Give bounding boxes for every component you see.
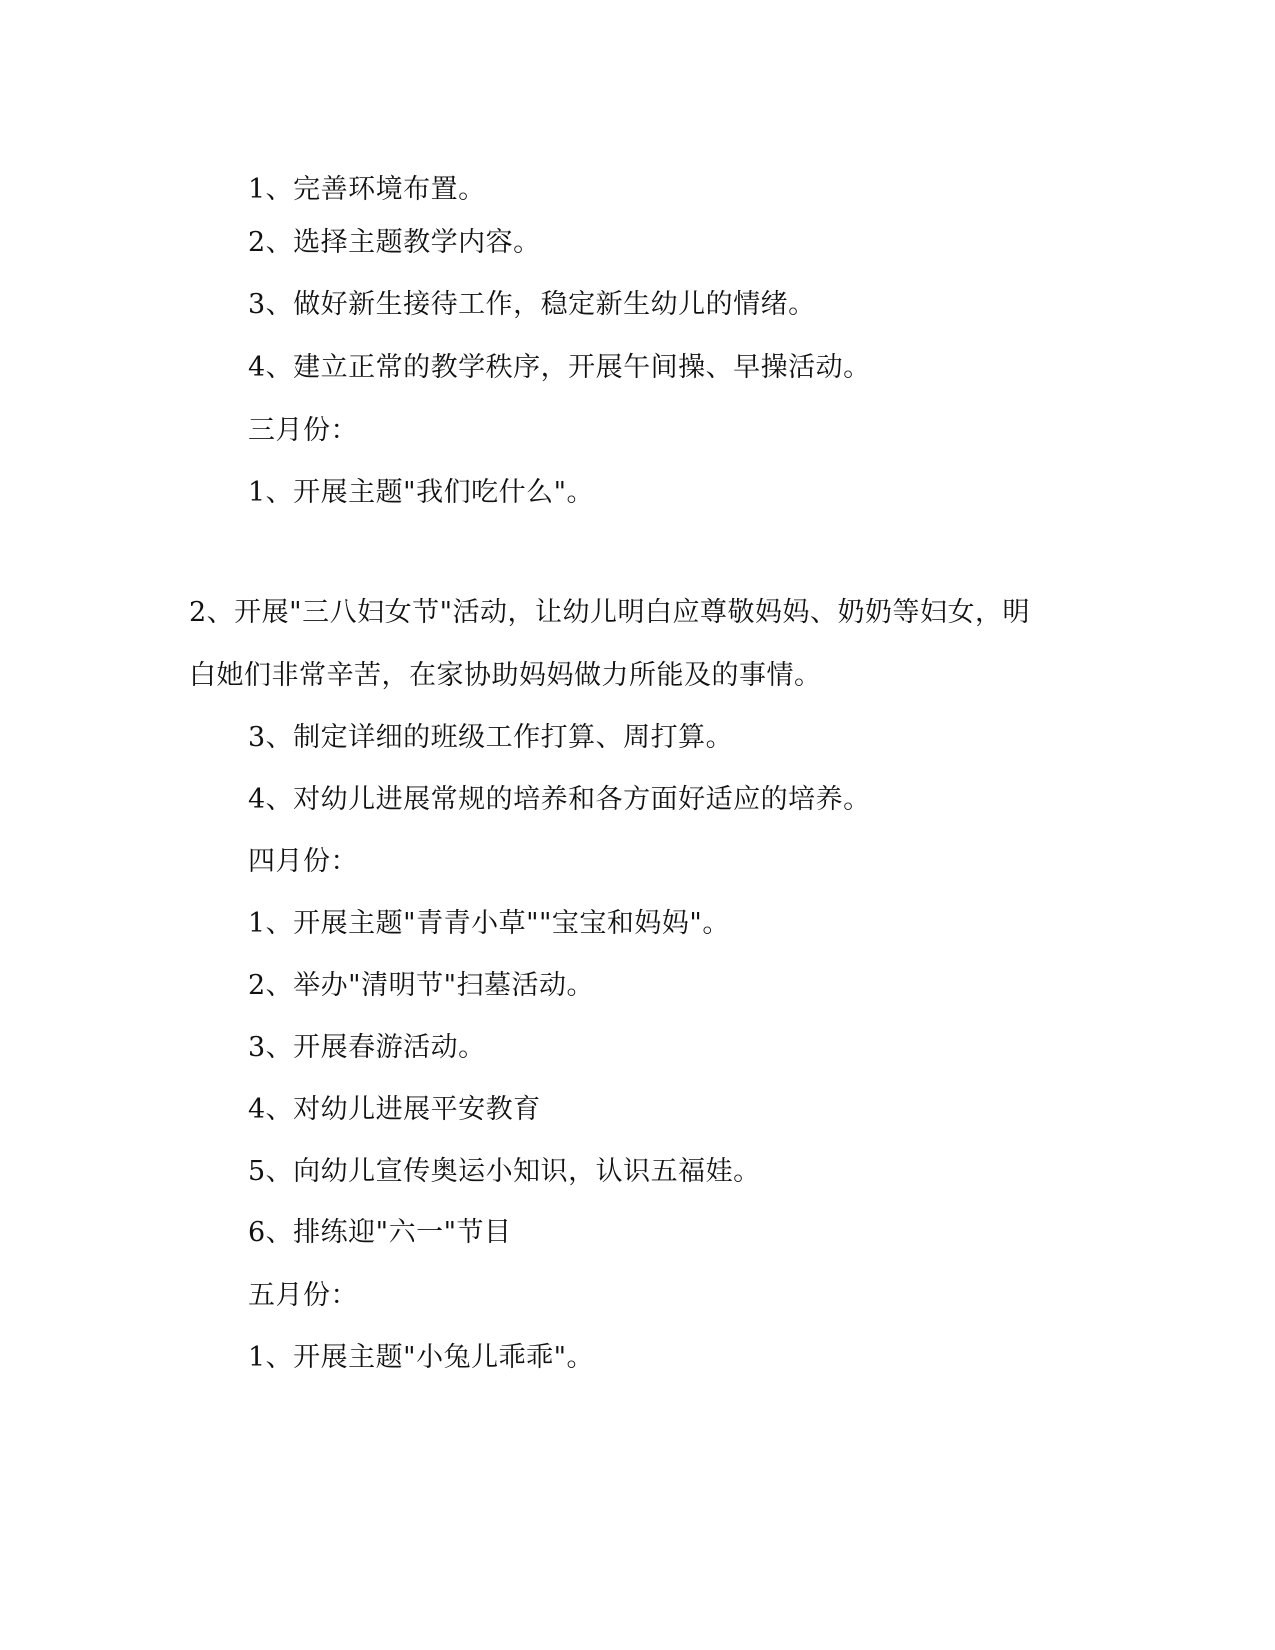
section-heading: 三月份：	[248, 415, 358, 446]
text-line: 1、开展主题"我们吃什么"。	[248, 477, 595, 508]
text-line: 2、举办"清明节"扫墓活动。	[248, 970, 595, 1001]
text-line: 4、对幼儿进展平安教育	[248, 1094, 541, 1125]
section-heading: 五月份：	[248, 1280, 358, 1311]
text-line: 2、开展"三八妇女节"活动，让幼儿明白应尊敬妈妈、奶奶等妇女，明	[189, 597, 1031, 628]
text-line: 3、制定详细的班级工作打算、周打算。	[248, 722, 734, 753]
text-line: 白她们非常辛苦，在家协助妈妈做力所能及的事情。	[189, 660, 822, 691]
text-line: 3、做好新生接待工作，稳定新生幼儿的情绪。	[248, 289, 816, 320]
text-line: 4、对幼儿进展常规的培养和各方面好适应的培养。	[248, 784, 871, 815]
text-line: 5、向幼儿宣传奥运小知识，认识五福娃。	[248, 1156, 761, 1187]
text-line: 1、开展主题"小兔儿乖乖"。	[248, 1342, 595, 1373]
text-line: 6、排练迎"六一"节目	[248, 1217, 512, 1248]
text-line: 3、开展春游活动。	[248, 1032, 486, 1063]
text-line: 4、建立正常的教学秩序，开展午间操、早操活动。	[248, 352, 871, 383]
section-heading: 四月份：	[248, 846, 358, 877]
text-line: 1、开展主题"青青小草""宝宝和妈妈"。	[248, 908, 730, 939]
text-line: 2、选择主题教学内容。	[248, 227, 541, 258]
text-line: 1、完善环境布置。	[248, 174, 486, 205]
